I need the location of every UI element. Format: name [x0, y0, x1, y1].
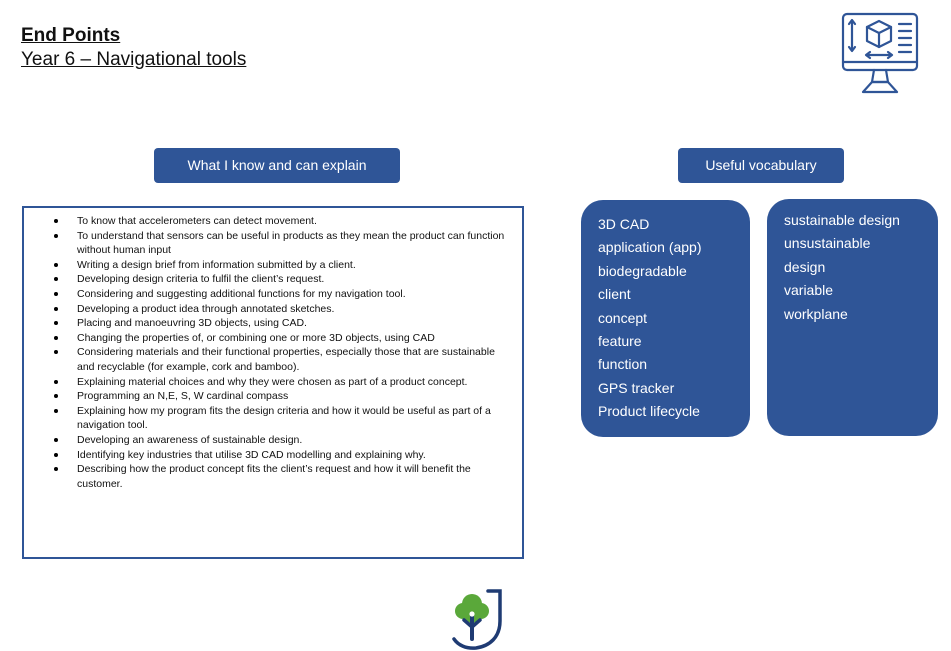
list-item: Describing how the product concept fits the client’s request and how it will benefit the customer.	[54, 462, 514, 491]
list-item: Writing a design brief from information submitted by a client.	[54, 258, 514, 273]
page-title: End Points	[21, 25, 121, 46]
vocab-column-left	[581, 200, 750, 437]
vocab-word: Product lifecycle	[598, 403, 700, 420]
vocab-word: GPS tracker	[598, 379, 675, 396]
vocab-word: design	[784, 258, 826, 275]
vocab-word: concept	[598, 309, 648, 326]
list-item: To know that accelerometers can detect movement.	[54, 214, 514, 229]
page-subtitle: Year 6 – Navigational tools	[21, 49, 247, 70]
list-item: Changing the properties of, or combining one or more 3D objects, using CAD	[54, 331, 514, 346]
vocab-word: application (app)	[598, 239, 702, 256]
vocab-word: feature	[598, 333, 642, 350]
vocab-word: 3D CAD	[598, 216, 650, 232]
vocab-heading-pill: Useful vocabulary	[678, 148, 844, 183]
vocab-word: function	[598, 356, 648, 373]
vocab-word: client	[598, 286, 631, 303]
vocab-word: workplane	[784, 305, 848, 322]
list-item: Identifying key industries that utilise 3D CAD modelling and explaining why.	[54, 448, 514, 463]
computer-3d-cad-icon	[841, 12, 919, 97]
list-item: To understand that sensors can be useful in products as they mean the product can function without human input	[54, 229, 514, 258]
list-item: Programming an N,E, S, W cardinal compass	[54, 389, 514, 404]
list-item: Developing design criteria to fulfil the client’s request.	[54, 272, 514, 287]
vocab-word: biodegradable	[598, 262, 687, 279]
know-heading-pill: What I know and can explain	[154, 148, 400, 183]
school-tree-logo	[450, 587, 506, 651]
list-item: Developing a product idea through annotated sketches.	[54, 302, 514, 317]
vocab-word: sustainable design	[784, 212, 900, 228]
page-heading	[21, 24, 246, 72]
vocab-column-right	[767, 199, 938, 436]
list-item: Explaining how my program fits the design criteria and how it would be useful as part of a navigation tool.	[54, 404, 514, 433]
vocab-word: variable	[784, 282, 834, 299]
list-item: Considering materials and their functional properties, especially those that are sustainable and recyclable (for example, cork and bamboo).	[54, 345, 514, 374]
list-item: Developing an awareness of sustainable design.	[54, 433, 514, 448]
list-item: Explaining material choices and why they were chosen as part of a product concept.	[54, 375, 514, 390]
know-list-box	[22, 206, 524, 559]
know-list	[54, 214, 514, 491]
list-item: Considering and suggesting additional functions for my navigation tool.	[54, 287, 514, 302]
list-item: Placing and manoeuvring 3D objects, using CAD.	[54, 316, 514, 331]
vocab-word: unsustainable	[784, 235, 871, 252]
